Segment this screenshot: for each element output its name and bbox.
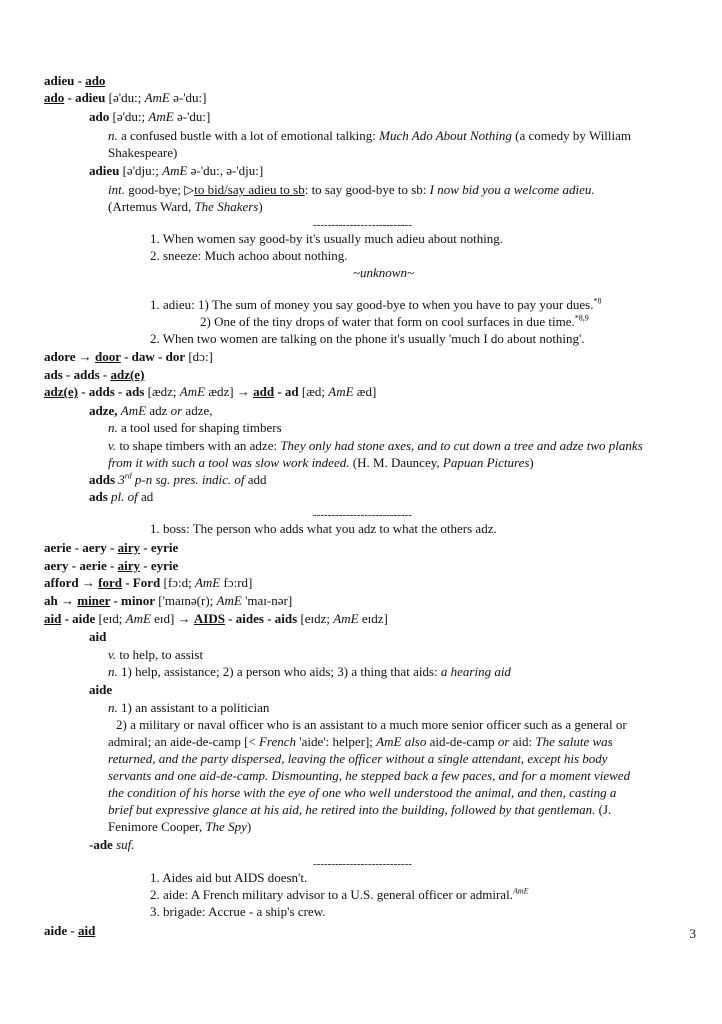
definition-adze-verb: v. to shape timbers with an adze: They only had stone axes, and to cut down a tree and adze two planks [108, 438, 643, 453]
entry-adze: adz(e) - adds - ads [ædz; AmE ædz] → add - ad [æd; AmE æd] [44, 384, 377, 399]
quote-line: brief but expressive glance at his aid, he retired into the building, followed by that gentleman. (J. [108, 802, 612, 817]
definition-aide-1: n. 1) an assistant to a politician [108, 700, 270, 715]
definition-ado: n. a confused bustle with a lot of emotional talking: Much Ado About Nothing (a comedy by William [108, 128, 632, 143]
page-number: 3 [689, 926, 696, 941]
headword[interactable]: ado [44, 90, 65, 105]
definition-aide-2: 2) a military or naval officer who is an assistant to a much more senior officer such as a general or [116, 717, 627, 732]
joke-line: 2. sneeze: Much achoo about nothing. [150, 248, 348, 263]
joke-line: 1. boss: The person who adds what you adz to what the others adz. [150, 521, 497, 536]
quote-line: servants and one aid-de-camp. Dismounting, he stepped back a few paces, and for a moment viewed [108, 768, 631, 783]
cross-ref-link[interactable]: door [95, 349, 121, 364]
entry-aid-aide: aid - aide [eɪd; AmE eɪd] → AIDS - aides - aids [eɪdz; AmE eɪdz] [44, 611, 388, 626]
separator: --------------------------- [313, 219, 412, 231]
quote-source: Fenimore Cooper, The Spy) [108, 819, 252, 834]
joke-line: 3. brigade: Accrue - a ship's crew. [150, 904, 326, 919]
quote-line: returned, and the party dispersed, leaving the officer without a single attendant, except his body [108, 751, 608, 766]
entry-aery: aery - aerie - airy - eyrie [44, 558, 179, 573]
headword[interactable]: aid [44, 611, 62, 626]
joke-line: 2) One of the tiny drops of water that form on cool surfaces in due time.$^{*8,9}$ [200, 313, 589, 329]
entry-adore: adore → door - daw - dor [dɔ:] [44, 349, 213, 364]
definition-aide-3: admiral; an aide-de-camp [< French 'aide': helper]; AmE also aid-de-camp or aid: The salute was [108, 734, 613, 749]
separator: --------------------------- [313, 858, 412, 870]
joke-line: 1. adieu: 1) The sum of money you say good-bye to when you have to pay your dues.$^{*8}$ [150, 296, 602, 312]
definition-ado-cont: Shakespeare) [108, 145, 178, 160]
quote-line: the condition of his horse with the eye of one who well understood the animal, and then, casting a [108, 785, 617, 800]
definition-aid-noun: n. 1) help, assistance; 2) a person who aids; 3) a thing that aids: a hearing aid [108, 664, 511, 679]
cross-ref-link[interactable]: AIDS [193, 611, 225, 626]
subentry-ads: ads pl. of ad [89, 489, 154, 504]
definition-adze-verb-cont: from it with such a tool was slow work indeed. (H. M. Dauncey, Papuan Pictures) [108, 455, 534, 470]
joke-line: 1. When women say good-by it's usually much adieu about nothing. [150, 231, 504, 246]
attribution: ~unknown~ [353, 265, 415, 280]
headword: adieu [44, 73, 75, 88]
subentry-adze: adze, AmE adz or adze, [89, 403, 213, 418]
definition-adieu-source: (Artemus Ward, The Shakers) [108, 199, 263, 214]
headword[interactable]: adz(e) [44, 384, 78, 399]
separator: --------------------------- [313, 509, 412, 521]
entry-ah: ah → miner - minor ['maɪnə(r); AmE 'maɪ-nər] [44, 593, 293, 608]
entry-adieu-ado: adieu - ado [44, 73, 106, 88]
definition-adieu: int. good-bye; ▷to bid/say adieu to sb: to say good-bye to sb: I now bid you a welcome adieu. [108, 182, 595, 197]
subentry-ado: ado [ə'du:; AmE ə-'du:] [89, 109, 211, 124]
joke-line: 2. When two women are talking on the phone it's usually 'much I do about nothing'. [150, 331, 585, 346]
phrase-link[interactable]: to bid/say adieu to sb [194, 182, 305, 197]
entry-aerie: aerie - aery - airy - eyrie [44, 540, 179, 555]
subentry-adds: adds 3rd p-n sg. pres. indic. of add [89, 471, 267, 487]
subentry-aid: aid [89, 629, 107, 644]
definition-aid-verb: v. to help, to assist [108, 647, 204, 662]
entry-ado-adieu: ado - adieu [ə'du:; AmE ə-'du:] [44, 90, 207, 105]
subentry-adieu: adieu [ə'dju:; AmE ə-'du:, ə-'dju:] [89, 163, 264, 178]
cross-ref-link[interactable]: aid [77, 923, 96, 938]
cross-ref-link[interactable]: ado [85, 73, 106, 88]
joke-line: 2. aide: A French military advisor to a U.S. general officer or admiral.$^{AmE}$ [150, 886, 529, 902]
entry-aide-aid: aide - aid [44, 923, 96, 938]
cross-ref-link[interactable]: airy [117, 540, 141, 555]
cross-ref-link[interactable]: airy [117, 558, 141, 573]
cross-ref-link[interactable]: miner [77, 593, 111, 608]
cross-ref-link[interactable]: add [253, 384, 275, 399]
definition-adze-noun: n. a tool used for shaping timbers [108, 420, 282, 435]
subentry-ade: -ade suf. [89, 837, 135, 852]
joke-line: 1. Aides aid but AIDS doesn't. [150, 870, 308, 885]
subentry-aide: aide [89, 682, 113, 697]
entry-ads: ads - adds - adz(e) [44, 367, 145, 382]
cross-ref-link[interactable]: adz(e) [110, 367, 145, 382]
entry-afford: afford → ford - Ford [fɔ:d; AmE fɔ:rd] [44, 575, 253, 590]
cross-ref-link[interactable]: ford [98, 575, 123, 590]
